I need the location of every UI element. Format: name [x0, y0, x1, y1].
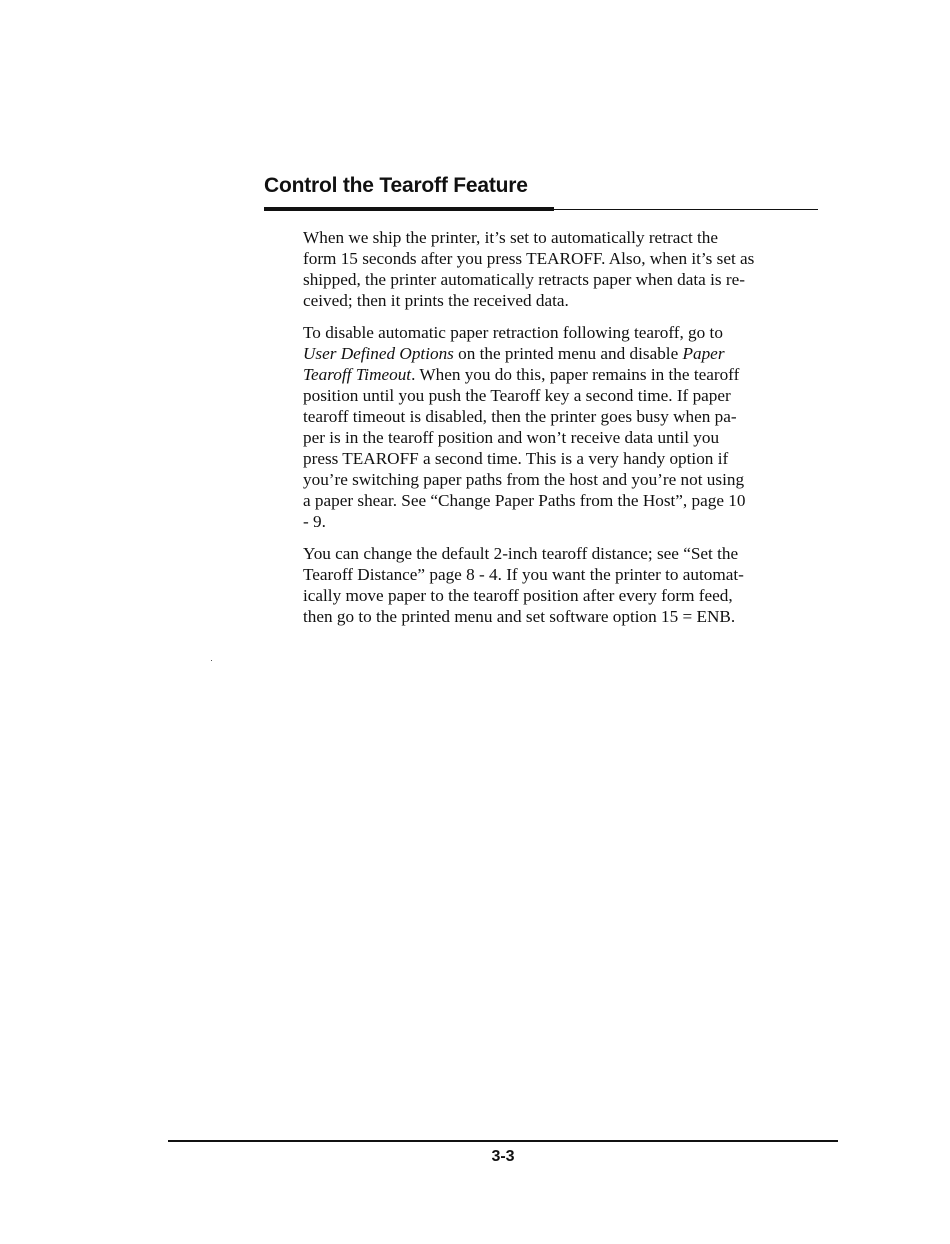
- text-line: ically move paper to the tearoff position after every form feed,: [303, 586, 733, 605]
- paragraph-disable-retraction: [303, 322, 823, 532]
- text-line: tearoff timeout is disabled, then the printer goes busy when pa-: [303, 407, 737, 426]
- menu-name-user-defined-options: User Defined Options: [303, 344, 454, 363]
- text-line: shipped, the printer automatically retracts paper when data is re-: [303, 270, 745, 289]
- option-name-paper: Paper: [682, 344, 725, 363]
- text-line: [303, 343, 823, 364]
- text-line: - 9.: [303, 512, 326, 531]
- heading-rule-thin: [554, 209, 818, 210]
- text-line: press TEAROFF a second time. This is a very handy option if: [303, 449, 729, 468]
- section-heading: Control the Tearoff Feature: [264, 174, 528, 197]
- option-name-tearoff-timeout: Tearoff Timeout: [303, 365, 412, 384]
- text-line: you’re switching paper paths from the host and you’re not using: [303, 470, 745, 489]
- text-line: ceived; then it prints the received data.: [303, 291, 569, 310]
- text-line: position until you push the Tearoff key a second time. If paper: [303, 386, 731, 405]
- text-line: To disable automatic paper retraction following tearoff, go to: [303, 323, 723, 342]
- text-line: then go to the printed menu and set software option 15 = ENB.: [303, 607, 736, 626]
- paragraph-tearoff-distance: [303, 543, 823, 627]
- page-number: 3-3: [491, 1148, 515, 1165]
- heading-rule-thick: [264, 207, 554, 211]
- text-line: a paper shear. See “Change Paper Paths from the Host”, page 10: [303, 491, 746, 510]
- text-line: You can change the default 2-inch tearoff distance; see “Set the: [303, 544, 739, 563]
- text-fragment: . When you do this, paper remains in the tearoff: [411, 365, 740, 384]
- scan-speck: [211, 660, 212, 661]
- text-line: [303, 364, 823, 385]
- body-text: [303, 227, 823, 638]
- text-line: per is in the tearoff position and won’t receive data until you: [303, 428, 720, 447]
- text-line: form 15 seconds after you press TEAROFF. Also, when it’s set as: [303, 249, 755, 268]
- text-fragment: on the printed menu and disable: [453, 344, 683, 363]
- text-line: Tearoff Distance” page 8 - 4. If you want the printer to automat-: [303, 565, 744, 584]
- text-line: When we ship the printer, it’s set to automatically retract the: [303, 228, 719, 247]
- footer-rule: [168, 1140, 838, 1142]
- paragraph-shipping-default: [303, 227, 823, 311]
